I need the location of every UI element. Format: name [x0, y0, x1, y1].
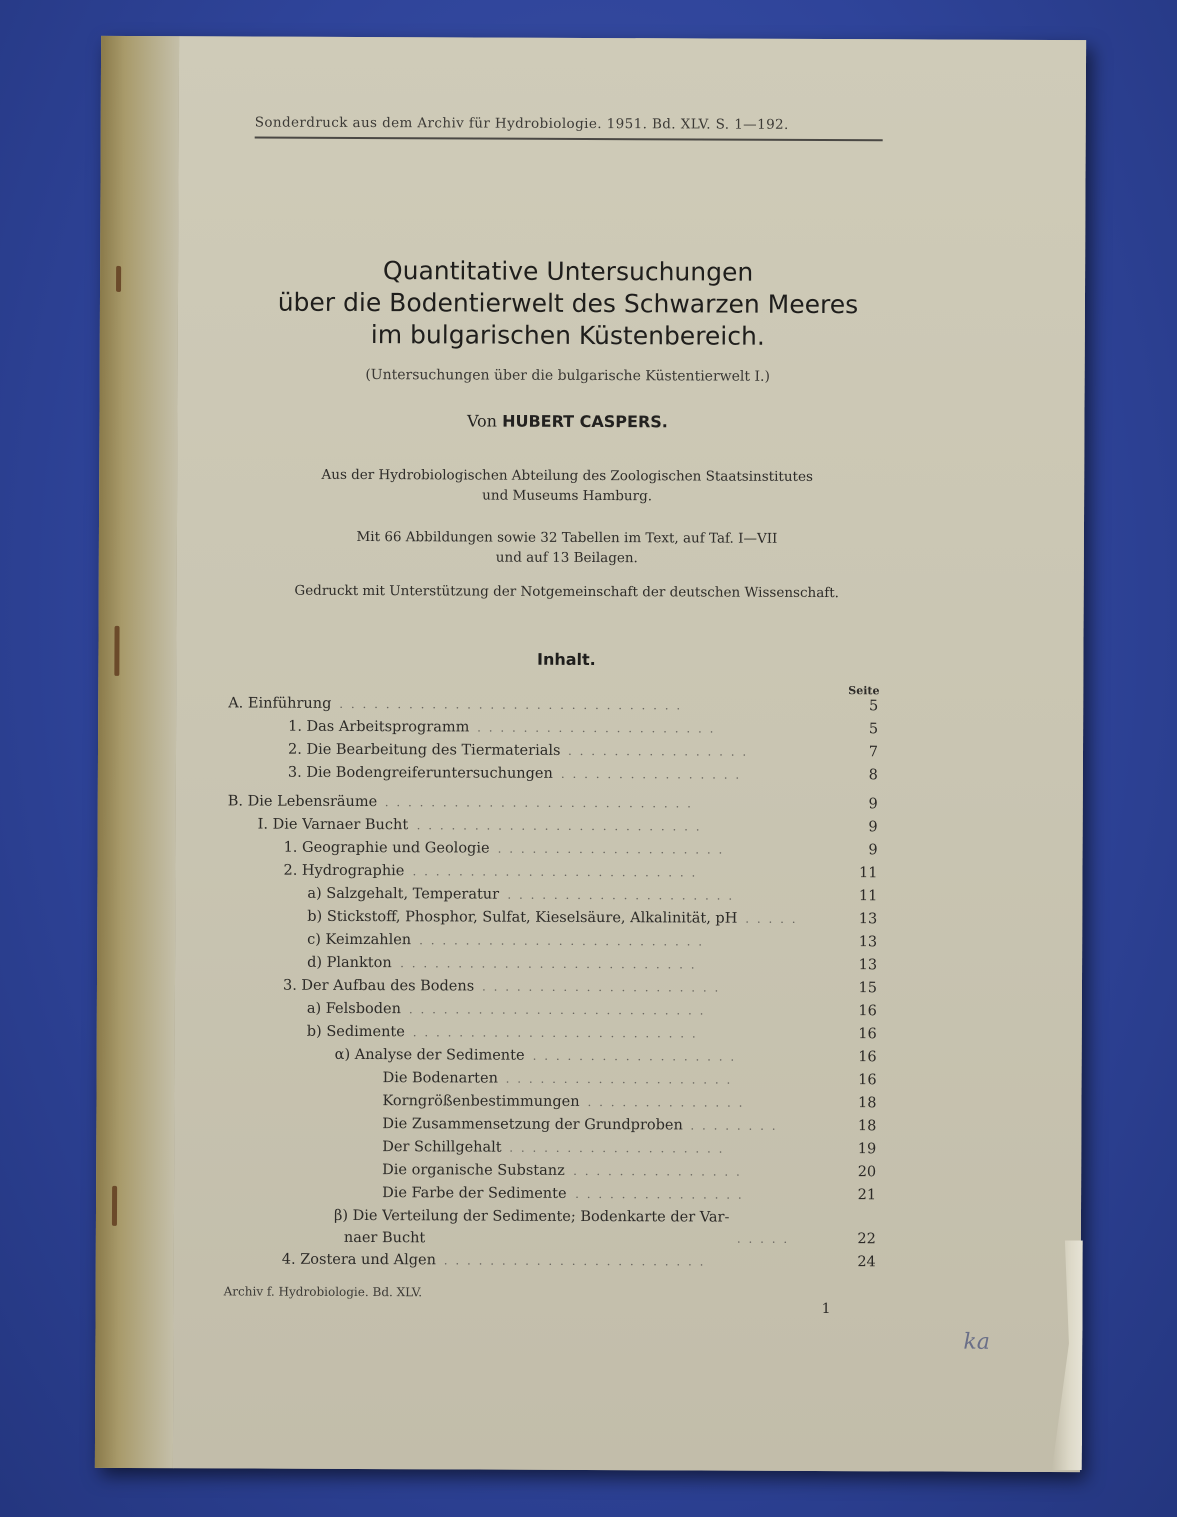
toc-entry: [228, 836, 878, 862]
toc-entry-label: Die Bodenarten: [382, 1070, 498, 1087]
toc-entry-label: α) Analyse der Sedimente: [334, 1046, 525, 1064]
affiliation-line: Aus der Hydrobiologischen Abteilung des Zoologischen Staatsinstitutes: [321, 466, 813, 485]
toc-entry: [228, 761, 878, 787]
title-line: im bulgarischen Küstenbereich.: [370, 320, 765, 351]
leader-dots: . . . . . . . . . . . . . . . . . . . . .: [481, 979, 721, 995]
leader-dots: . . . . . . . . . . . . . . . . . . . . .: [477, 720, 716, 736]
toc-entry-label: A. Einführung: [228, 695, 332, 712]
toc-entry-label: Der Schillgehalt: [382, 1139, 502, 1156]
toc-entry-label: 1. Das Arbeitsprogramm: [288, 718, 470, 736]
toc-entry-label: Korngrößenbestimmungen: [382, 1093, 580, 1110]
toc-entry-page: 13: [858, 911, 878, 928]
toc-entry-label: 3. Die Bodengreiferuntersuchungen: [287, 764, 553, 782]
toc-entry-label: [334, 1205, 730, 1251]
toc-entry-page: 19: [857, 1141, 877, 1158]
toc-entry: [227, 1066, 877, 1092]
toc-entry-page: 15: [858, 980, 878, 997]
table-of-contents: [226, 692, 879, 1274]
leader-dots: . . . . . . . . . . . . . . .: [573, 1163, 742, 1179]
toc-entry: [227, 997, 877, 1023]
booklet: [95, 36, 1086, 1472]
leader-dots: . . . . . . . . . . . . . . . . . . . . . . . . .: [419, 933, 705, 949]
author-name: HUBERT CASPERS.: [502, 411, 668, 432]
toc-entry-page: 22: [857, 1231, 876, 1248]
spine: [95, 36, 180, 1468]
toc-entry: [227, 859, 877, 885]
leader-dots: . . . . . . . . . . . . . . . . . . . . . . . . .: [412, 1025, 698, 1041]
offprint-header: Sonderdruck aus dem Archiv für Hydrobiologie. 1951. Bd. XLV. S. 1—192.: [255, 115, 883, 142]
toc-entry-label: 3. Der Aufbau des Bodens: [282, 977, 475, 995]
author-prefix: Von: [466, 411, 498, 431]
toc-entry-label: 2. Hydrographie: [283, 862, 405, 880]
toc-entry-page: 18: [857, 1118, 877, 1135]
leader-dots: . . . . . . . . . . . . . . . . . . . . . . . . . .: [408, 1002, 706, 1018]
toc-entry-label: Die Zusammensetzung der Grundproben: [382, 1116, 683, 1134]
toc-entry: [226, 1248, 876, 1274]
toc-entry: [226, 1112, 876, 1138]
toc-entry: [228, 790, 878, 816]
toc-entry-label: I. Die Varnaer Bucht: [257, 816, 409, 834]
toc-entry-page: 9: [868, 796, 878, 813]
toc-entry: [228, 715, 878, 741]
toc-entry: [228, 692, 878, 718]
footer-page-number: 1: [821, 1301, 831, 1318]
toc-entry-page: 16: [858, 1003, 877, 1020]
toc-entry-page: 11: [858, 888, 878, 905]
leader-dots: . . . . . . . . . . . . . . . .: [560, 766, 742, 782]
title-line: über die Bodentierwelt des Schwarzen Meeres: [277, 287, 859, 320]
author-line: [237, 410, 897, 432]
footer-journal: Archiv f. Hydrobiologie. Bd. XLV.: [223, 1284, 423, 1300]
leader-dots: . . . . . . . . . . . . . . . . . . . .: [507, 887, 735, 903]
toc-entry-page: 8: [868, 767, 878, 784]
leader-dots: . . . . . . . . . . . . . . . . . . . . . . . . . . . . . .: [339, 696, 683, 713]
toc-page-label: Seite: [848, 684, 880, 698]
leader-dots: . . . . . . . . . . . . . . . . . . . .: [497, 841, 725, 857]
leader-dots: . . . . . . . . . . . . . .: [587, 1094, 745, 1110]
toc-entry: [228, 813, 878, 839]
toc-entry-label: b) Sedimente: [306, 1023, 405, 1041]
toc-entry-label: 4. Zostera und Algen: [281, 1251, 436, 1269]
toc-entry-page: 20: [857, 1164, 877, 1181]
leader-dots: . . . . . . . . . . . . . . . . . . . . . . . . . . .: [384, 795, 693, 811]
printing-note: Gedruckt mit Unterstützung der Notgemeinschaft der deutschen Wissenschaft.: [294, 582, 840, 602]
leader-dots: . . . . . . . . . . . . . . . .: [567, 743, 749, 759]
figures-note: [237, 526, 897, 569]
toc-entry-page: 11: [858, 865, 878, 882]
cover-page: [173, 36, 1086, 1472]
toc-entry-page: 13: [858, 934, 878, 951]
staple: [114, 626, 119, 676]
toc-entry-page: 5: [868, 721, 879, 738]
toc-entry: [226, 1181, 876, 1207]
toc-entry-page: 5: [868, 698, 879, 715]
figures-line: Mit 66 Abbildungen sowie 32 Tabellen im Text, auf Taf. I—VII: [356, 528, 778, 547]
toc-entry-label: d) Plankton: [307, 954, 392, 972]
toc-entry-label-line: β) Die Verteilung der Sedimente; Bodenkarte der Var-: [333, 1207, 730, 1226]
toc-entry: [227, 882, 877, 908]
toc-entry-page: 16: [858, 1049, 877, 1066]
toc-entry-page: 16: [858, 1072, 877, 1089]
toc-entry-label: b) Stickstoff, Phosphor, Sulfat, Kieselsäure, Alkalinität, pH: [307, 908, 738, 927]
toc-entry-label: c) Keimzahlen: [307, 931, 412, 949]
leader-dots: . . . . . . . . . . . . . . . . . . .: [509, 1140, 725, 1156]
toc-entry-page: 21: [857, 1187, 877, 1204]
toc-entry: [226, 1135, 876, 1161]
leader-dots: . . . . . . . . . . . . . . . . . . . . . . . . .: [412, 864, 698, 880]
leader-dots: . . . . .: [736, 1231, 790, 1246]
toc-entry-page: 24: [857, 1254, 876, 1271]
toc-entry: [226, 1204, 876, 1251]
toc-entry-page: 9: [868, 842, 878, 859]
affiliation: [237, 464, 897, 507]
toc-entry-label-line: naer Bucht: [343, 1229, 426, 1247]
torn-edge: [1052, 1240, 1083, 1470]
toc-entry: [227, 905, 877, 931]
subtitle: (Untersuchungen über die bulgarische Küstentierwelt I.): [365, 367, 770, 385]
toc-entry-label: 2. Die Bearbeitung des Tiermaterials: [287, 741, 561, 759]
toc-entry-page: 7: [868, 744, 879, 761]
toc-entry: [227, 1020, 877, 1046]
leader-dots: . . . . . . . . . . . . . . . . . . . . . . . . . .: [400, 956, 697, 972]
toc-heading: Inhalt.: [536, 649, 596, 670]
toc-entry-page: 18: [857, 1095, 877, 1112]
toc-entry-label: a) Salzgehalt, Temperatur: [307, 885, 500, 903]
leader-dots: . . . . . . . . . . . . . . . . . . . . . . . . .: [416, 818, 702, 834]
leader-dots: . . . . . . . . . . . . . . . . . .: [532, 1048, 737, 1064]
leader-dots: . . . . . . . . . . . . . . . . . . . .: [505, 1071, 733, 1087]
toc-entry: [227, 928, 877, 954]
toc-entry: [227, 974, 877, 1000]
staple: [112, 1186, 117, 1226]
toc-entry: [226, 1158, 876, 1184]
toc-entry-label: 1. Geographie und Geologie: [283, 839, 490, 857]
toc-entry: [227, 951, 877, 977]
toc-entry: [226, 1089, 876, 1115]
title-line: Quantitative Untersuchungen: [382, 256, 754, 287]
document-title: [238, 254, 898, 353]
pencil-annotation: ka: [963, 1329, 990, 1355]
toc-entry-label: Die organische Substanz: [382, 1162, 565, 1179]
toc-entry-page: 9: [868, 819, 878, 836]
figures-line: und auf 13 Beilagen.: [495, 549, 638, 567]
leader-dots: . . . . . . . .: [690, 1118, 778, 1133]
toc-entry-label: B. Die Lebensräume: [227, 793, 378, 811]
leader-dots: . . . . . . . . . . . . . . . . . . . . . . .: [443, 1253, 706, 1269]
toc-entry: [228, 738, 878, 764]
toc-entry: [227, 1043, 877, 1069]
staple: [116, 266, 121, 292]
toc-entry-page: 13: [858, 957, 878, 974]
toc-entry-page: 16: [858, 1026, 877, 1043]
leader-dots: . . . . . . . . . . . . . . .: [575, 1186, 744, 1202]
toc-entry-label: a) Felsboden: [306, 1000, 401, 1018]
leader-dots: . . . . .: [745, 911, 798, 926]
affiliation-line: und Museums Hamburg.: [482, 487, 653, 505]
toc-entry-label: Die Farbe der Sedimente: [382, 1185, 567, 1202]
